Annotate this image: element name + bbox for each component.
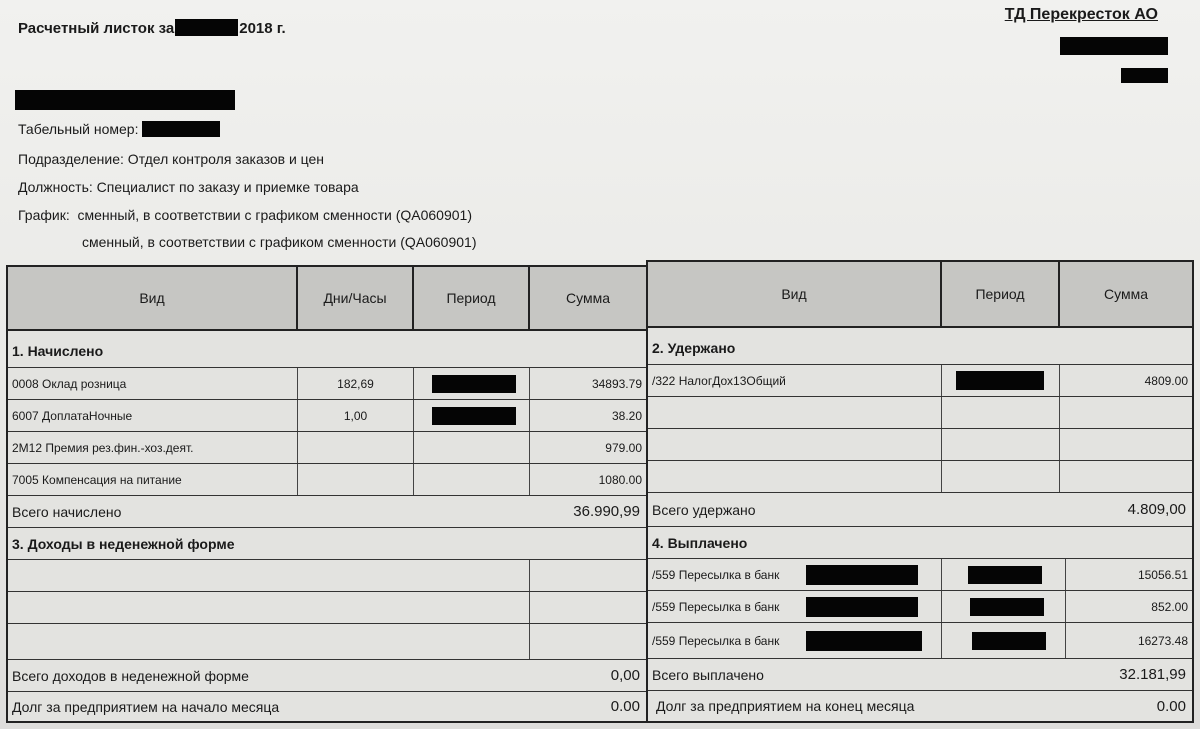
col-period: Период	[942, 262, 1060, 326]
col-type: Вид	[648, 262, 942, 326]
schedule-value-1: сменный, в соответствии с графиком сменности (QA060901)	[77, 207, 472, 223]
accrued-total	[8, 495, 646, 527]
col-amount: Сумма	[1104, 286, 1148, 302]
nonmonetary-section-title	[8, 527, 646, 559]
row-type	[648, 623, 942, 658]
table-row	[8, 463, 646, 495]
redacted-company-code	[1121, 68, 1168, 83]
table-row	[648, 622, 1192, 658]
row-type: /322 НалогДох13Общий	[648, 365, 942, 396]
row-type	[648, 591, 942, 622]
total-label: Всего удержано	[652, 501, 756, 518]
redacted-month	[175, 19, 238, 36]
total-value: 0,00	[610, 667, 640, 684]
accrued-section-title	[8, 335, 646, 367]
right-table	[646, 260, 1194, 723]
redacted-period	[968, 566, 1042, 584]
title-prefix: Расчетный листок за	[18, 20, 175, 37]
schedule-line-1	[18, 207, 472, 223]
redacted-tab-number	[142, 121, 220, 137]
department-line: Подразделение: Отдел контроля заказов и цен	[18, 151, 325, 167]
page-title	[18, 19, 286, 37]
tab-number-line	[18, 121, 220, 137]
total-label: Всего начислено	[12, 503, 122, 520]
row-period	[414, 368, 530, 399]
row-type-label: /559 Пересылка в банк	[652, 567, 780, 582]
row-type: 2М12 Премия рез.фин.-хоз.деят.	[8, 432, 298, 463]
row-amount	[1060, 461, 1192, 492]
table-row	[648, 460, 1192, 492]
row-type	[8, 592, 530, 623]
total-label: Всего выплачено	[652, 666, 764, 683]
debt-end-value: 0.00	[1156, 697, 1186, 715]
right-table-header	[648, 262, 1192, 328]
debt-start-value: 0.00	[610, 698, 640, 715]
table-row	[8, 431, 646, 463]
withheld-section-title	[648, 332, 1192, 364]
paid-total	[648, 658, 1192, 690]
row-period	[942, 461, 1060, 492]
redacted-company-detail	[1060, 37, 1168, 55]
row-period	[414, 464, 530, 495]
row-period	[942, 365, 1060, 396]
table-row	[648, 364, 1192, 396]
debt-end-label: Долг за предприятием на конец месяца	[656, 698, 915, 714]
redacted-period	[432, 375, 516, 393]
row-amount	[1060, 397, 1192, 428]
row-type-label: /559 Пересылка в банк	[652, 599, 780, 614]
row-type: 6007 ДоплатаНочные	[8, 400, 298, 431]
tab-number-label: Табельный номер:	[18, 121, 139, 137]
row-period	[942, 623, 1066, 658]
row-amount	[1060, 429, 1192, 460]
row-amount: 15056.51	[1137, 567, 1188, 582]
row-type	[648, 429, 942, 460]
redacted-period	[970, 598, 1044, 616]
debt-end	[648, 690, 1192, 721]
col-type: Вид	[8, 267, 298, 329]
redacted-period	[432, 407, 516, 425]
row-type-label: /559 Пересылка в банк	[652, 633, 780, 648]
row-amount: 16273.48	[1137, 633, 1188, 648]
table-row	[648, 590, 1192, 622]
withheld-total	[648, 492, 1192, 526]
row-amount	[530, 560, 646, 591]
col-amount: Сумма	[566, 290, 610, 306]
row-period	[942, 591, 1066, 622]
table-row	[648, 558, 1192, 590]
row-amount	[530, 592, 646, 623]
table-row	[8, 559, 646, 591]
row-period	[414, 432, 530, 463]
paid-section-title	[648, 526, 1192, 558]
debt-start	[8, 691, 646, 721]
row-amount: 38.20	[611, 408, 642, 423]
redacted-bank	[806, 631, 922, 651]
company-name: ТД Перекресток АО	[1004, 6, 1158, 23]
row-type	[648, 397, 942, 428]
row-type: 0008 Оклад розница	[8, 368, 298, 399]
redacted-period	[972, 632, 1046, 650]
row-days: 182,69	[298, 368, 414, 399]
redacted-employee-name	[15, 90, 235, 110]
row-period	[942, 559, 1066, 590]
total-value: 32.181,99	[1119, 666, 1186, 683]
total-value: 36.990,99	[573, 503, 640, 520]
row-amount: 979.00	[605, 440, 642, 455]
row-days: 1,00	[298, 400, 414, 431]
left-table-header	[8, 267, 646, 331]
row-period	[414, 400, 530, 431]
row-type	[648, 559, 942, 590]
row-type	[8, 560, 530, 591]
section-title: 2. Удержано	[652, 340, 736, 356]
row-days	[298, 464, 414, 495]
table-row	[648, 428, 1192, 460]
total-value: 4.809,00	[1127, 501, 1186, 518]
table-row	[8, 623, 646, 659]
row-amount	[530, 624, 646, 659]
section-title: 3. Доходы в неденежной форме	[12, 535, 235, 552]
redacted-period	[956, 371, 1044, 390]
row-period	[942, 397, 1060, 428]
row-type: 7005 Компенсация на питание	[8, 464, 298, 495]
left-table	[6, 265, 648, 723]
table-row	[8, 399, 646, 431]
section-title: 1. Начислено	[12, 343, 104, 359]
nonmonetary-total	[8, 659, 646, 691]
row-amount: 4809.00	[1144, 373, 1188, 388]
table-row	[8, 367, 646, 399]
row-period	[942, 429, 1060, 460]
position-line: Должность: Специалист по заказу и приемке товара	[18, 179, 359, 195]
debt-start-label: Долг за предприятием на начало месяца	[12, 698, 280, 715]
redacted-bank	[806, 597, 918, 617]
total-label: Всего доходов в неденежной форме	[12, 667, 249, 684]
row-amount: 852.00	[1151, 599, 1188, 614]
col-period: Период	[414, 267, 530, 329]
schedule-label: График:	[18, 207, 70, 223]
title-suffix: 2018 г.	[239, 20, 286, 37]
row-type	[648, 461, 942, 492]
row-amount: 1080.00	[598, 472, 642, 487]
row-type	[8, 624, 530, 659]
table-row	[648, 396, 1192, 428]
col-days: Дни/Часы	[298, 267, 414, 329]
schedule-value-2: сменный, в соответствии с графиком сменности (QA060901)	[82, 234, 477, 250]
table-row	[8, 591, 646, 623]
redacted-bank	[806, 565, 918, 585]
row-amount: 34893.79	[591, 376, 642, 391]
row-days	[298, 432, 414, 463]
section-title: 4. Выплачено	[652, 534, 748, 551]
